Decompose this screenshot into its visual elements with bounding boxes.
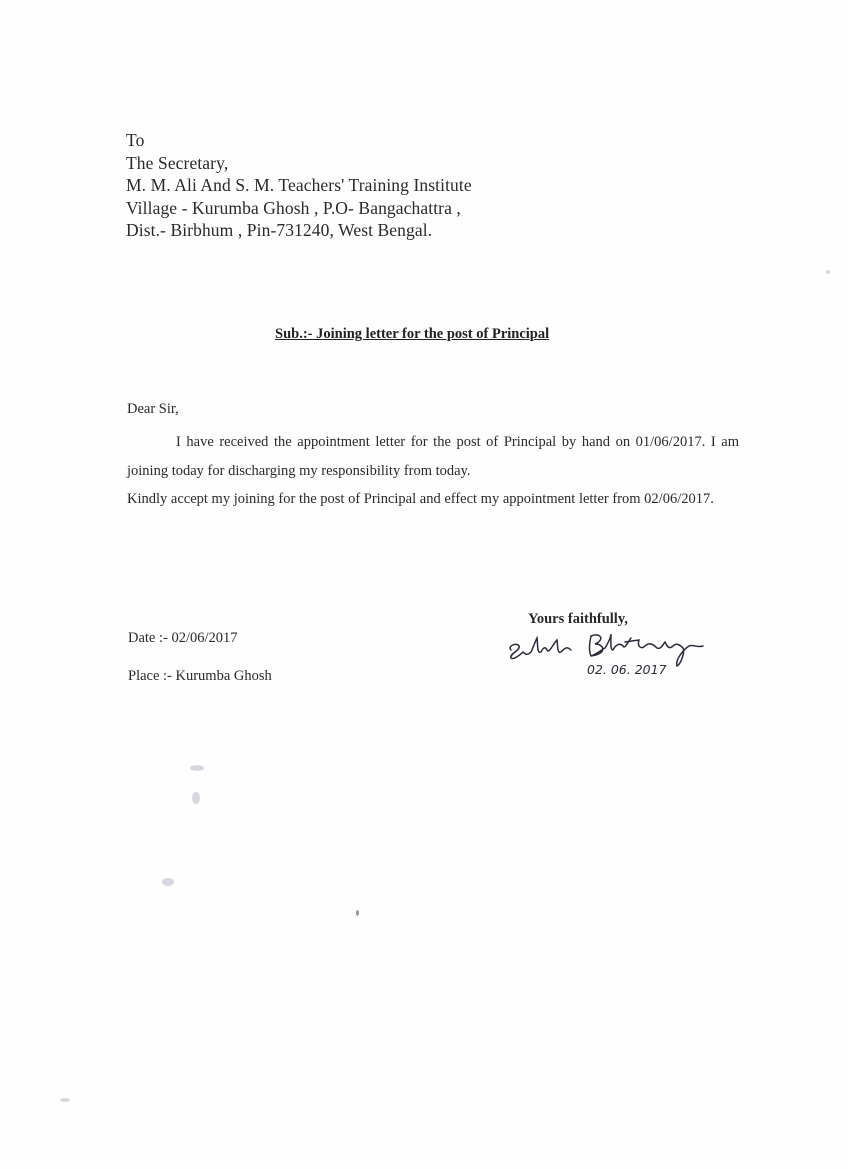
scan-speck xyxy=(60,1098,70,1102)
address-line-to: To xyxy=(126,130,145,150)
handwritten-signature xyxy=(505,632,715,680)
letter-date: Date :- 02/06/2017 xyxy=(128,630,238,646)
scan-speck xyxy=(192,792,200,804)
recipient-address xyxy=(126,129,472,242)
letter-body xyxy=(127,428,739,514)
scan-speck xyxy=(162,878,174,886)
address-line-village: Village - Kurumba Ghosh , P.O- Bangachattra , xyxy=(126,197,461,218)
salutation: Dear Sir, xyxy=(127,401,179,417)
subject-line: Sub.:- Joining letter for the post of Principal xyxy=(275,326,550,342)
signature-date: 02. 06. 2017 xyxy=(587,662,667,677)
body-paragraph-2: Kindly accept my joining for the post of Principal and effect my appointment letter from 02/06/2017. xyxy=(127,491,714,507)
address-line-title: The Secretary, xyxy=(126,152,229,173)
scan-speck xyxy=(826,270,830,274)
scan-speck xyxy=(190,765,204,771)
address-line-district: Dist.- Birbhum , Pin-731240, West Bengal. xyxy=(126,220,433,240)
body-paragraph-1: I have received the appointment letter for the post of Principal by hand on 01/06/2017. I am joining today for discharging my responsibility from today. xyxy=(127,434,739,479)
closing-line: Yours faithfully, xyxy=(528,611,628,627)
scan-speck xyxy=(356,910,359,916)
letter-place: Place :- Kurumba Ghosh xyxy=(128,668,272,684)
address-line-institute: M. M. Ali And S. M. Teachers' Training Institute xyxy=(126,175,472,195)
